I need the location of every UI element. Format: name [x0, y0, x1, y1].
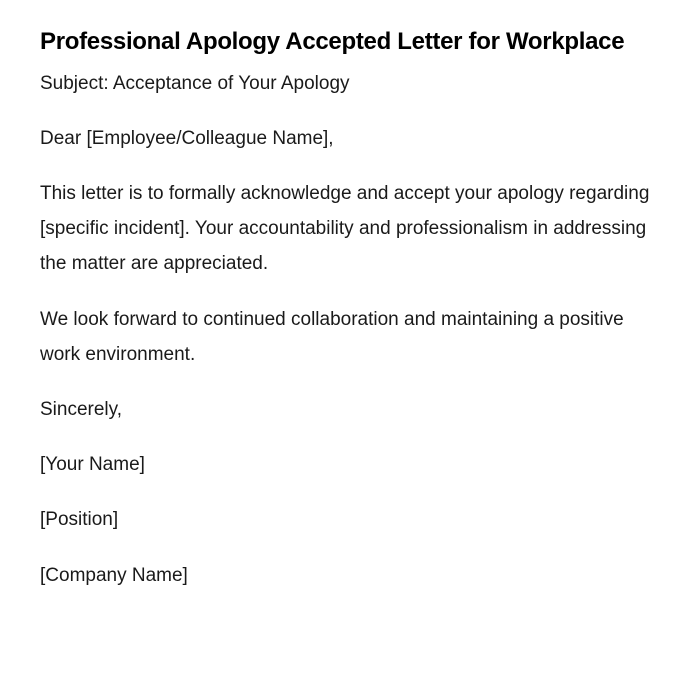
letter-title: Professional Apology Accepted Letter for Workplace [40, 28, 625, 55]
signature-position: [Position] [40, 509, 119, 530]
letter-subject: Subject: Acceptance of Your Apology [40, 73, 350, 94]
signature-name: [Your Name] [40, 454, 145, 475]
signature-company: [Company Name] [40, 565, 188, 586]
letter-document [40, 20, 665, 593]
letter-closing: Sincerely, [40, 399, 123, 420]
letter-salutation: Dear [Employee/Colleague Name], [40, 128, 334, 149]
letter-body-paragraph-2: We look forward to continued collaboration and maintaining a positive work environment. [40, 309, 624, 365]
letter-body-paragraph-1: This letter is to formally acknowledge and accept your apology regarding [specific incident]. Your accountability and professionalism in addressing the matter are appreciated. [40, 183, 650, 274]
